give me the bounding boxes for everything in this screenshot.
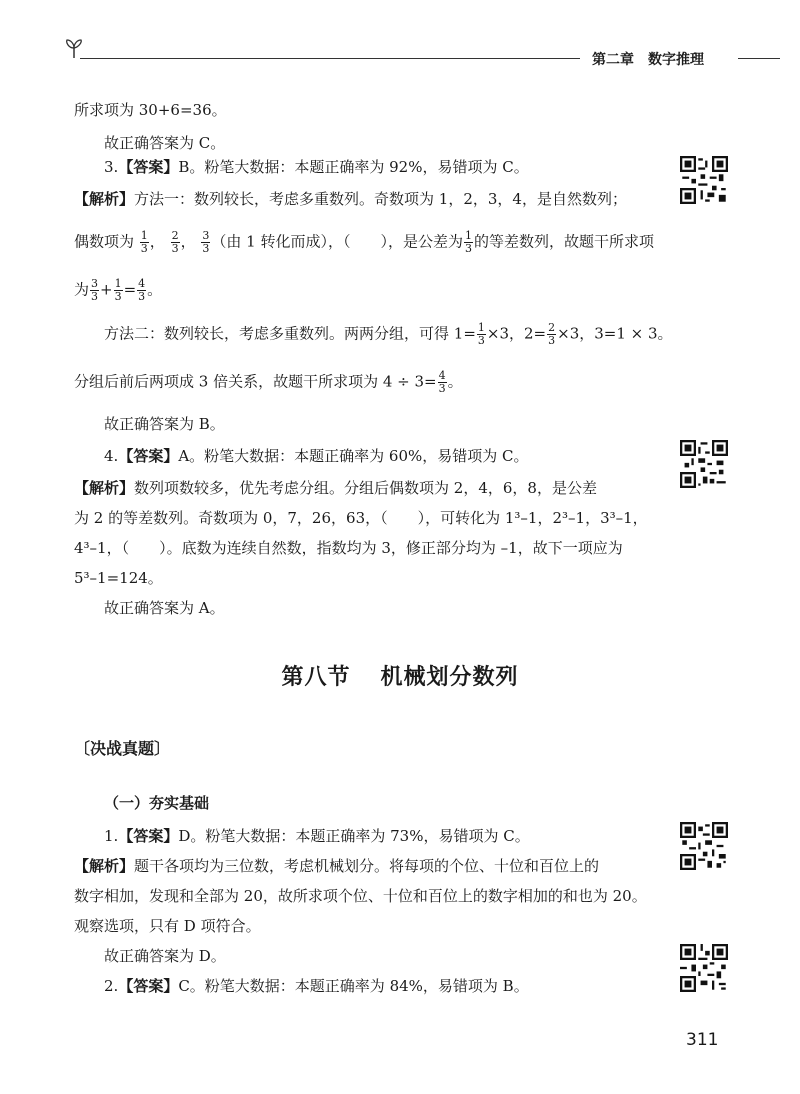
fraction bbox=[90, 278, 99, 303]
text-segment: 分组后前后两项成 3 倍关系，故题干所求项为 4 ÷ 3= bbox=[74, 372, 437, 391]
text-line: 故正确答案为 B。 bbox=[104, 415, 225, 433]
text-line-fractions: 偶数项为 $\frac{1}{3}$ ， $\frac{2}{3}$ ， $\frac{3}{3}$ （由 1 转化而成），（ ），是公差为 $\frac{1}{3}$ 的等差数列，故题干所求项 bbox=[74, 229, 654, 255]
answer-tag: 【答案】 bbox=[118, 827, 179, 845]
text-segment: 偶数项为 bbox=[74, 232, 135, 251]
qr-code-icon[interactable] bbox=[680, 156, 728, 204]
answer-line bbox=[104, 157, 529, 177]
question-number: 1. bbox=[104, 827, 119, 845]
fraction bbox=[464, 230, 473, 255]
answer-text: D。粉笔大数据：本题正确率为 73%，易错项为 C。 bbox=[178, 827, 530, 845]
analysis-tag: 【解析】 bbox=[74, 857, 135, 875]
fraction bbox=[114, 278, 123, 303]
question-number: 2. bbox=[104, 977, 119, 995]
numerator: 2 bbox=[171, 229, 179, 242]
page-number: 311 bbox=[686, 1030, 719, 1050]
fraction bbox=[171, 230, 180, 255]
question-number: 4. bbox=[104, 447, 119, 465]
answer-tag: 【答案】 bbox=[118, 158, 179, 176]
numerator: 4 bbox=[138, 277, 146, 290]
answer-line bbox=[104, 446, 529, 466]
fraction bbox=[137, 278, 146, 303]
text-segment: 方法二：数列较长，考虑多重数列。两两分组，可得 1= bbox=[104, 324, 476, 343]
qr-code-icon[interactable] bbox=[680, 440, 728, 488]
text-line-fractions bbox=[104, 322, 673, 347]
analysis-text: 题干各项均为三位数，考虑机械划分。将每项的个位、十位和百位上的 bbox=[134, 857, 600, 875]
text-segment: ×3，3=1 × 3。 bbox=[557, 324, 673, 343]
subsection-heading: 〔决战真题〕 bbox=[74, 739, 171, 758]
sprout-icon bbox=[62, 36, 86, 60]
qr-code-icon[interactable] bbox=[680, 944, 728, 992]
answer-text: A。粉笔大数据：本题正确率为 60%，易错项为 C。 bbox=[178, 447, 529, 465]
denominator: 3 bbox=[548, 334, 556, 347]
denominator: 3 bbox=[91, 290, 99, 303]
numerator: 1 bbox=[140, 229, 148, 242]
text-line: 为 2 的等差数列。奇数项为 0，7，26，63，（ ），可转化为 1³–1，2³–1，3³–1， bbox=[74, 509, 648, 527]
answer-tag: 【答案】 bbox=[118, 447, 179, 465]
text-line: 所求项为 30+6=36。 bbox=[74, 101, 227, 119]
section-number: 第八节 bbox=[281, 665, 351, 690]
text-segment: （由 1 转化而成），（ ），是公差为 bbox=[211, 232, 463, 251]
fraction bbox=[477, 322, 486, 347]
numerator: 2 bbox=[548, 321, 556, 334]
denominator: 3 bbox=[114, 290, 122, 303]
running-header bbox=[592, 49, 718, 69]
text-line-fractions: 为 $\frac{3}{3}$ + $\frac{1}{3}$ = $\frac{4}{3}$ 。 bbox=[74, 277, 163, 303]
fraction bbox=[140, 230, 149, 255]
analysis-tag: 【解析】 bbox=[74, 190, 135, 208]
analysis-line bbox=[74, 478, 597, 498]
fraction bbox=[438, 370, 447, 395]
chapter-title: 数字推理 bbox=[648, 52, 704, 68]
denominator: 3 bbox=[140, 242, 148, 255]
denominator: 3 bbox=[202, 242, 210, 255]
text-line: 观察选项，只有 D 项符合。 bbox=[74, 917, 261, 935]
denominator: 3 bbox=[138, 290, 146, 303]
fraction bbox=[201, 230, 210, 255]
answer-text: B。粉笔大数据：本题正确率为 92%，易错项为 C。 bbox=[178, 158, 529, 176]
text-segment: 为 bbox=[74, 280, 90, 299]
analysis-text: 方法一：数列较长，考虑多重数列。奇数项为 1，2，3，4，是自然数列； bbox=[134, 190, 627, 208]
text-segment: 。 bbox=[147, 280, 163, 299]
text-line: 故正确答案为 C。 bbox=[104, 134, 226, 152]
numerator: 3 bbox=[91, 277, 99, 290]
analysis-line bbox=[74, 189, 627, 209]
answer-tag: 【答案】 bbox=[118, 977, 179, 995]
denominator: 3 bbox=[438, 382, 446, 395]
section-name: 机械划分数列 bbox=[380, 665, 519, 690]
header-rule-left bbox=[80, 58, 580, 59]
numerator: 1 bbox=[114, 277, 122, 290]
answer-line bbox=[104, 826, 530, 846]
denominator: 3 bbox=[477, 334, 485, 347]
text-line-fractions bbox=[74, 370, 463, 395]
numerator: 4 bbox=[438, 369, 446, 382]
numerator: 3 bbox=[202, 229, 210, 242]
text-segment: 。 bbox=[447, 372, 463, 391]
header-rule-right bbox=[738, 58, 780, 59]
text-line: 故正确答案为 A。 bbox=[104, 599, 225, 617]
chapter-label: 第二章 bbox=[592, 52, 634, 68]
analysis-line bbox=[74, 856, 599, 876]
text-line: 故正确答案为 D。 bbox=[104, 947, 226, 965]
text-line: 5³–1=124。 bbox=[74, 569, 163, 587]
qr-code-icon[interactable] bbox=[680, 822, 728, 870]
fraction bbox=[547, 322, 556, 347]
denominator: 3 bbox=[464, 242, 472, 255]
answer-text: C。粉笔大数据：本题正确率为 84%，易错项为 B。 bbox=[178, 977, 529, 995]
question-number: 3. bbox=[104, 158, 119, 176]
analysis-text: 数列项数较多，优先考虑分组。分组后偶数项为 2，4，6，8，是公差 bbox=[134, 479, 597, 497]
text-segment: ×3，2= bbox=[486, 324, 547, 343]
numerator: 1 bbox=[477, 321, 485, 334]
text-line: 4³–1，（ ）。底数为连续自然数，指数均为 3，修正部分均为 –1，故下一项应为 bbox=[74, 539, 623, 557]
text-line: 数字相加，发现和全部为 20，故所求项个位、十位和百位上的数字相加的和也为 20。 bbox=[74, 887, 647, 905]
numerator: 1 bbox=[464, 229, 472, 242]
part-heading: （一）夯实基础 bbox=[104, 794, 210, 812]
answer-line bbox=[104, 976, 529, 996]
text-segment: 的等差数列，故题干所求项 bbox=[473, 232, 654, 251]
section-title bbox=[0, 660, 800, 691]
denominator: 3 bbox=[171, 242, 179, 255]
analysis-tag: 【解析】 bbox=[74, 479, 135, 497]
